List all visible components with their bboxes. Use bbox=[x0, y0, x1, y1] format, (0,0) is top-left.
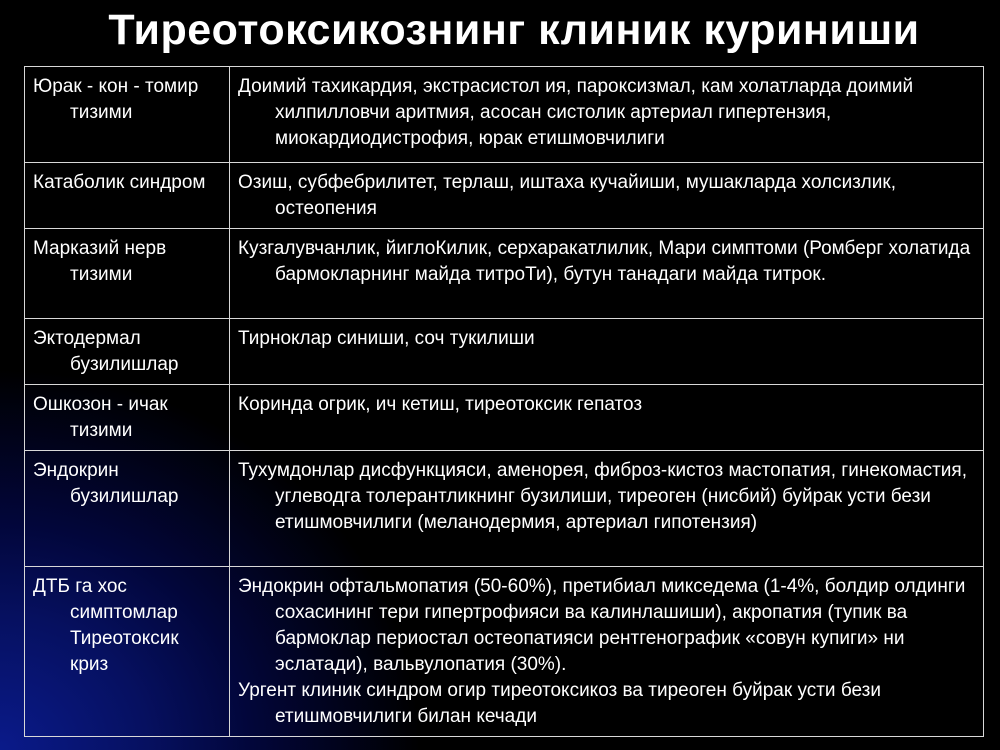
description-cell bbox=[230, 67, 984, 163]
table-row bbox=[25, 319, 984, 385]
table-row bbox=[25, 451, 984, 567]
system-cell bbox=[25, 319, 230, 385]
table-row bbox=[25, 567, 984, 737]
system-label: ДТБ га хос симптомлар Тиреотоксик криз bbox=[33, 576, 179, 675]
description-text: Кузгалувчанлик, йиглоКилик, серхаракатлилик, Мари симптоми (Ромберг холатида бармокларнинг майда титроТи), бутун танадаги майда титрок. bbox=[238, 238, 971, 285]
description-cell bbox=[230, 567, 984, 737]
system-label: Эктодермал бузилишлар bbox=[33, 328, 179, 375]
system-label: Юрак - кон - томир тизими bbox=[33, 76, 199, 123]
description-text: Тирноклар синиши, соч тукилиши bbox=[238, 328, 535, 349]
description-cell bbox=[230, 451, 984, 567]
description-cell bbox=[230, 229, 984, 319]
description-text: Озиш, субфебрилитет, терлаш, иштаха кучайиши, мушакларда холсизлик, остеопения bbox=[238, 172, 896, 219]
description-text: Ургент клиник синдром огир тиреотоксикоз ва тиреоген буйрак усти бези етишмовчилиги билан кечади bbox=[238, 680, 881, 727]
description-text: Коринда огрик, ич кетиш, тиреотоксик гепатоз bbox=[238, 394, 643, 415]
page-title: Тиреотоксикознинг клиник куриниши bbox=[108, 6, 920, 54]
system-label: Марказий нерв тизими bbox=[33, 238, 167, 285]
system-cell bbox=[25, 451, 230, 567]
system-label: Катаболик синдром bbox=[33, 172, 206, 193]
system-cell bbox=[25, 567, 230, 737]
table-row bbox=[25, 163, 984, 229]
table-row bbox=[25, 385, 984, 451]
system-cell bbox=[25, 385, 230, 451]
description-cell bbox=[230, 385, 984, 451]
system-cell bbox=[25, 163, 230, 229]
description-text: Тухумдонлар дисфункцияси, аменорея, фиброз-кистоз мастопатия, гинекомастия, углеводга толерантликнинг бузилиши, тиреоген (нисбий) буйрак усти бези етишмовчилиги (меланодермия, артериал гипотензия) bbox=[238, 460, 967, 533]
table-row bbox=[25, 229, 984, 319]
table-row bbox=[25, 67, 984, 163]
description-text: Эндокрин офтальмопатия (50-60%), претибиал микседема (1-4%, болдир олдинги сохасининг тери гипертрофияси ва калинлашиши), акропатия (тупик ва бармоклар периостал остеопатияси рентгенографик «совун купиги» ни эслатади), вальвулопатия (30%). bbox=[238, 576, 966, 675]
description-cell bbox=[230, 163, 984, 229]
system-cell bbox=[25, 67, 230, 163]
system-label: Ошкозон - ичак тизими bbox=[33, 394, 168, 441]
clinical-table bbox=[24, 66, 984, 737]
system-cell bbox=[25, 229, 230, 319]
system-label: Эндокрин бузилишлар bbox=[33, 460, 179, 507]
description-text: Доимий тахикардия, экстрасистол ия, пароксизмал, кам холатларда доимий хилпилловчи аритмия, асосан систолик артериал гипертензия, миокардиодистрофия, юрак етишмовчилиги bbox=[238, 76, 914, 149]
description-cell bbox=[230, 319, 984, 385]
